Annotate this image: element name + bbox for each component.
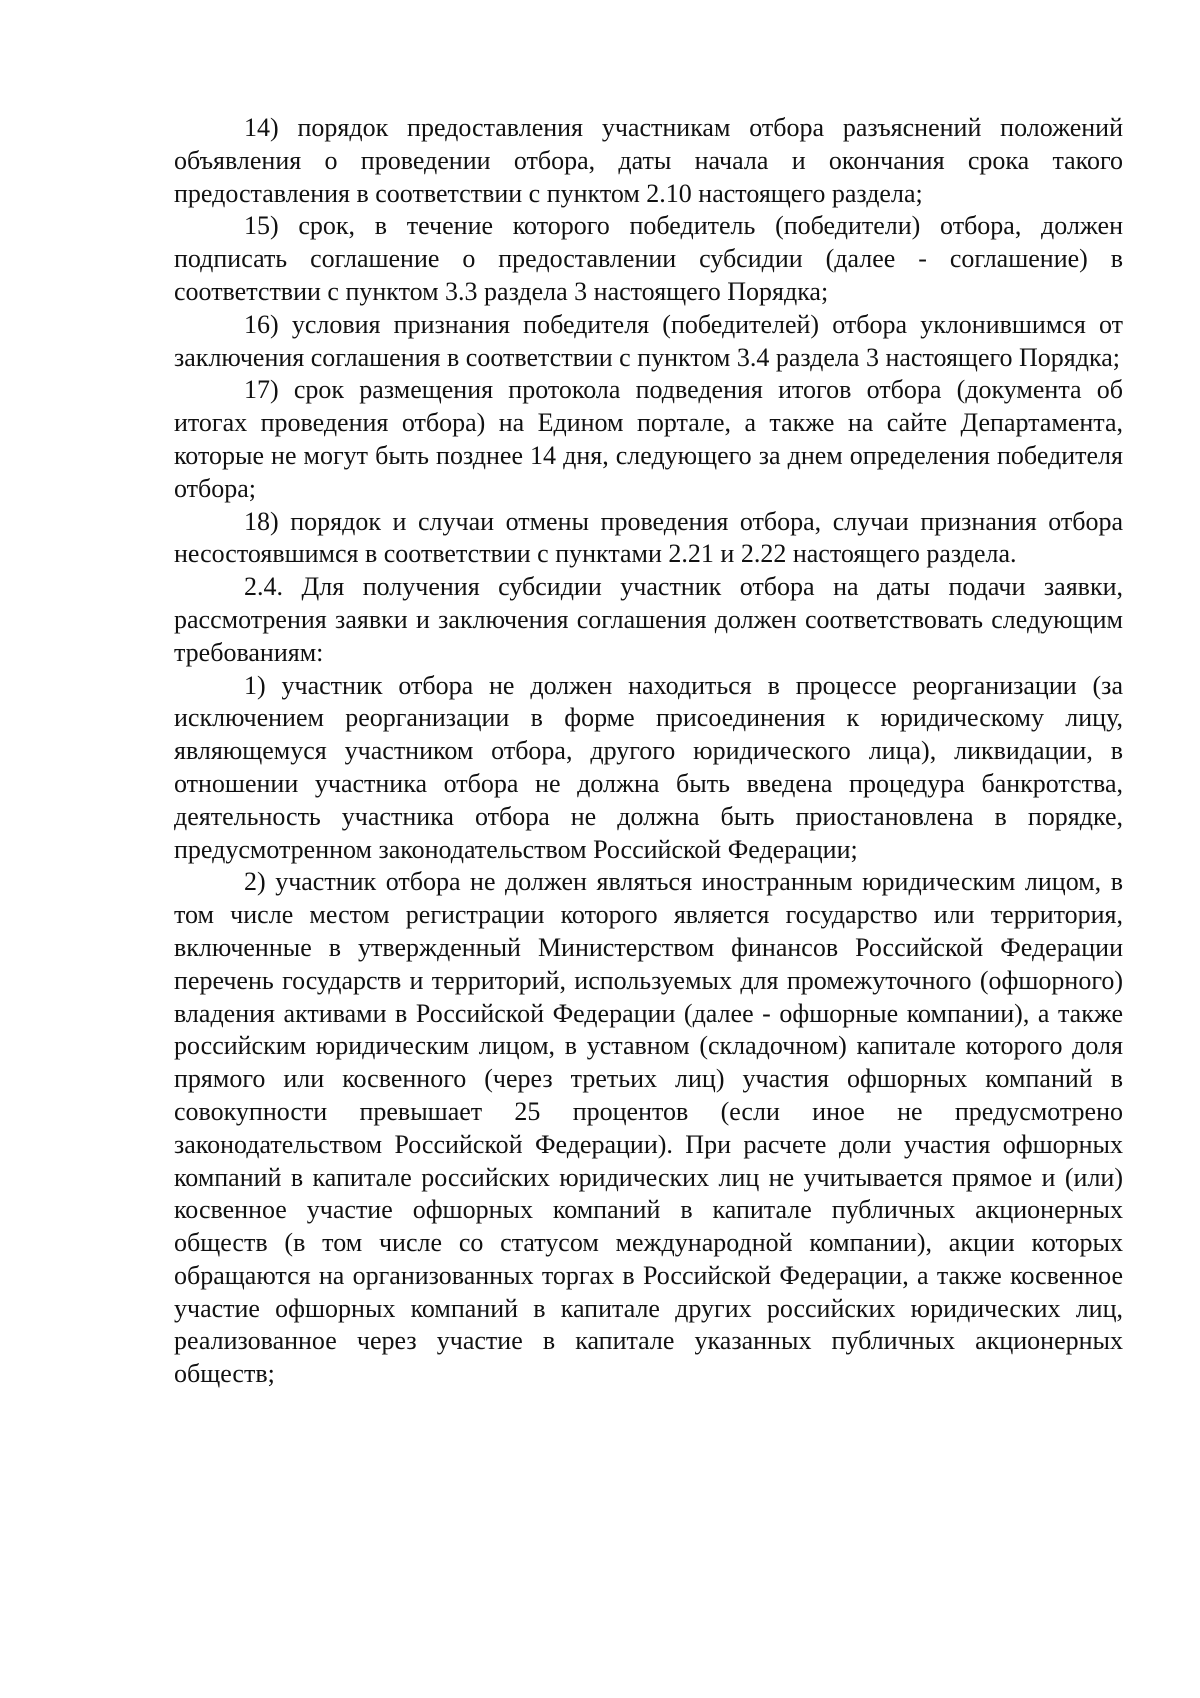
paragraph-requirement-2: 2) участник отбора не должен являться иностранным юридическим лицом, в том числе местом регистрации которого является государство или территория, включенные в утвержденный Министерством финансов Российской Федерации перечень государств и территорий, используемых для промежуточного (офшорного) владения активами в Российской Федерации (далее - офшорные компании), а также российским юридическим лицом, в уставном (складочном) капитале которого доля прямого или косвенного (через третьих лиц) участия офшорных компаний в совокупности превышает 25 процентов (если иное не предусмотрено законодательством Российской Федерации). При расчете доли участия офшорных компаний в капитале российских юридических лиц не учитывается прямое и (или) косвенное участие офшорных компаний в капитале публичных акционерных обществ (в том числе со статусом международной компании), акции которых обращаются на организованных торгах в Российской Федерации, а также косвенное участие офшорных компаний в капитале других российских юридических лиц, реализованное через участие в капитале указанных публичных акционерных обществ; (174, 867, 1123, 1389)
paragraph-item-14: 14) порядок предоставления участникам отбора разъяснений положений объявления о проведении отбора, даты начала и окончания срока такого предоставления в соответствии с пунктом 2.10 настоящего раздела; (174, 113, 1123, 208)
paragraph-item-16: 16) условия признания победителя (победителей) отбора уклонившимся от заключения соглашения в соответствии с пунктом 3.4 раздела 3 настоящего Порядка; (174, 309, 1123, 372)
paragraph-item-18: 18) порядок и случаи отмены проведения отбора, случаи признания отбора несостоявшимся в соответствии с пунктами 2.21 и 2.22 настоящего раздела. (174, 506, 1123, 569)
paragraph-item-15: 15) срок, в течение которого победитель (победители) отбора, должен подписать соглашение о предоставлении субсидии (далее - соглашение) в соответствии с пунктом 3.3 раздела 3 настоящего Порядка; (174, 211, 1123, 306)
document-page (174, 112, 1123, 1391)
paragraph-clause-2-4: 2.4. Для получения субсидии участник отбора на даты подачи заявки, рассмотрения заявки и заключения соглашения должен соответствовать следующим требованиям: (174, 572, 1123, 667)
paragraph-requirement-1: 1) участник отбора не должен находиться в процессе реорганизации (за исключением реорганизации в форме присоединения к юридическому лицу, являющемуся участником отбора, другого юридического лица), ликвидации, в отношении участника отбора не должна быть введена процедура банкротства, деятельность участника отбора не должна быть приостановлена в порядке, предусмотренном законодательством Российской Федерации; (174, 670, 1123, 864)
paragraph-item-17: 17) срок размещения протокола подведения итогов отбора (документа об итогах проведения отбора) на Едином портале, а также на сайте Департамента, которые не могут быть позднее 14 дня, следующего за днем определения победителя отбора; (174, 375, 1123, 503)
